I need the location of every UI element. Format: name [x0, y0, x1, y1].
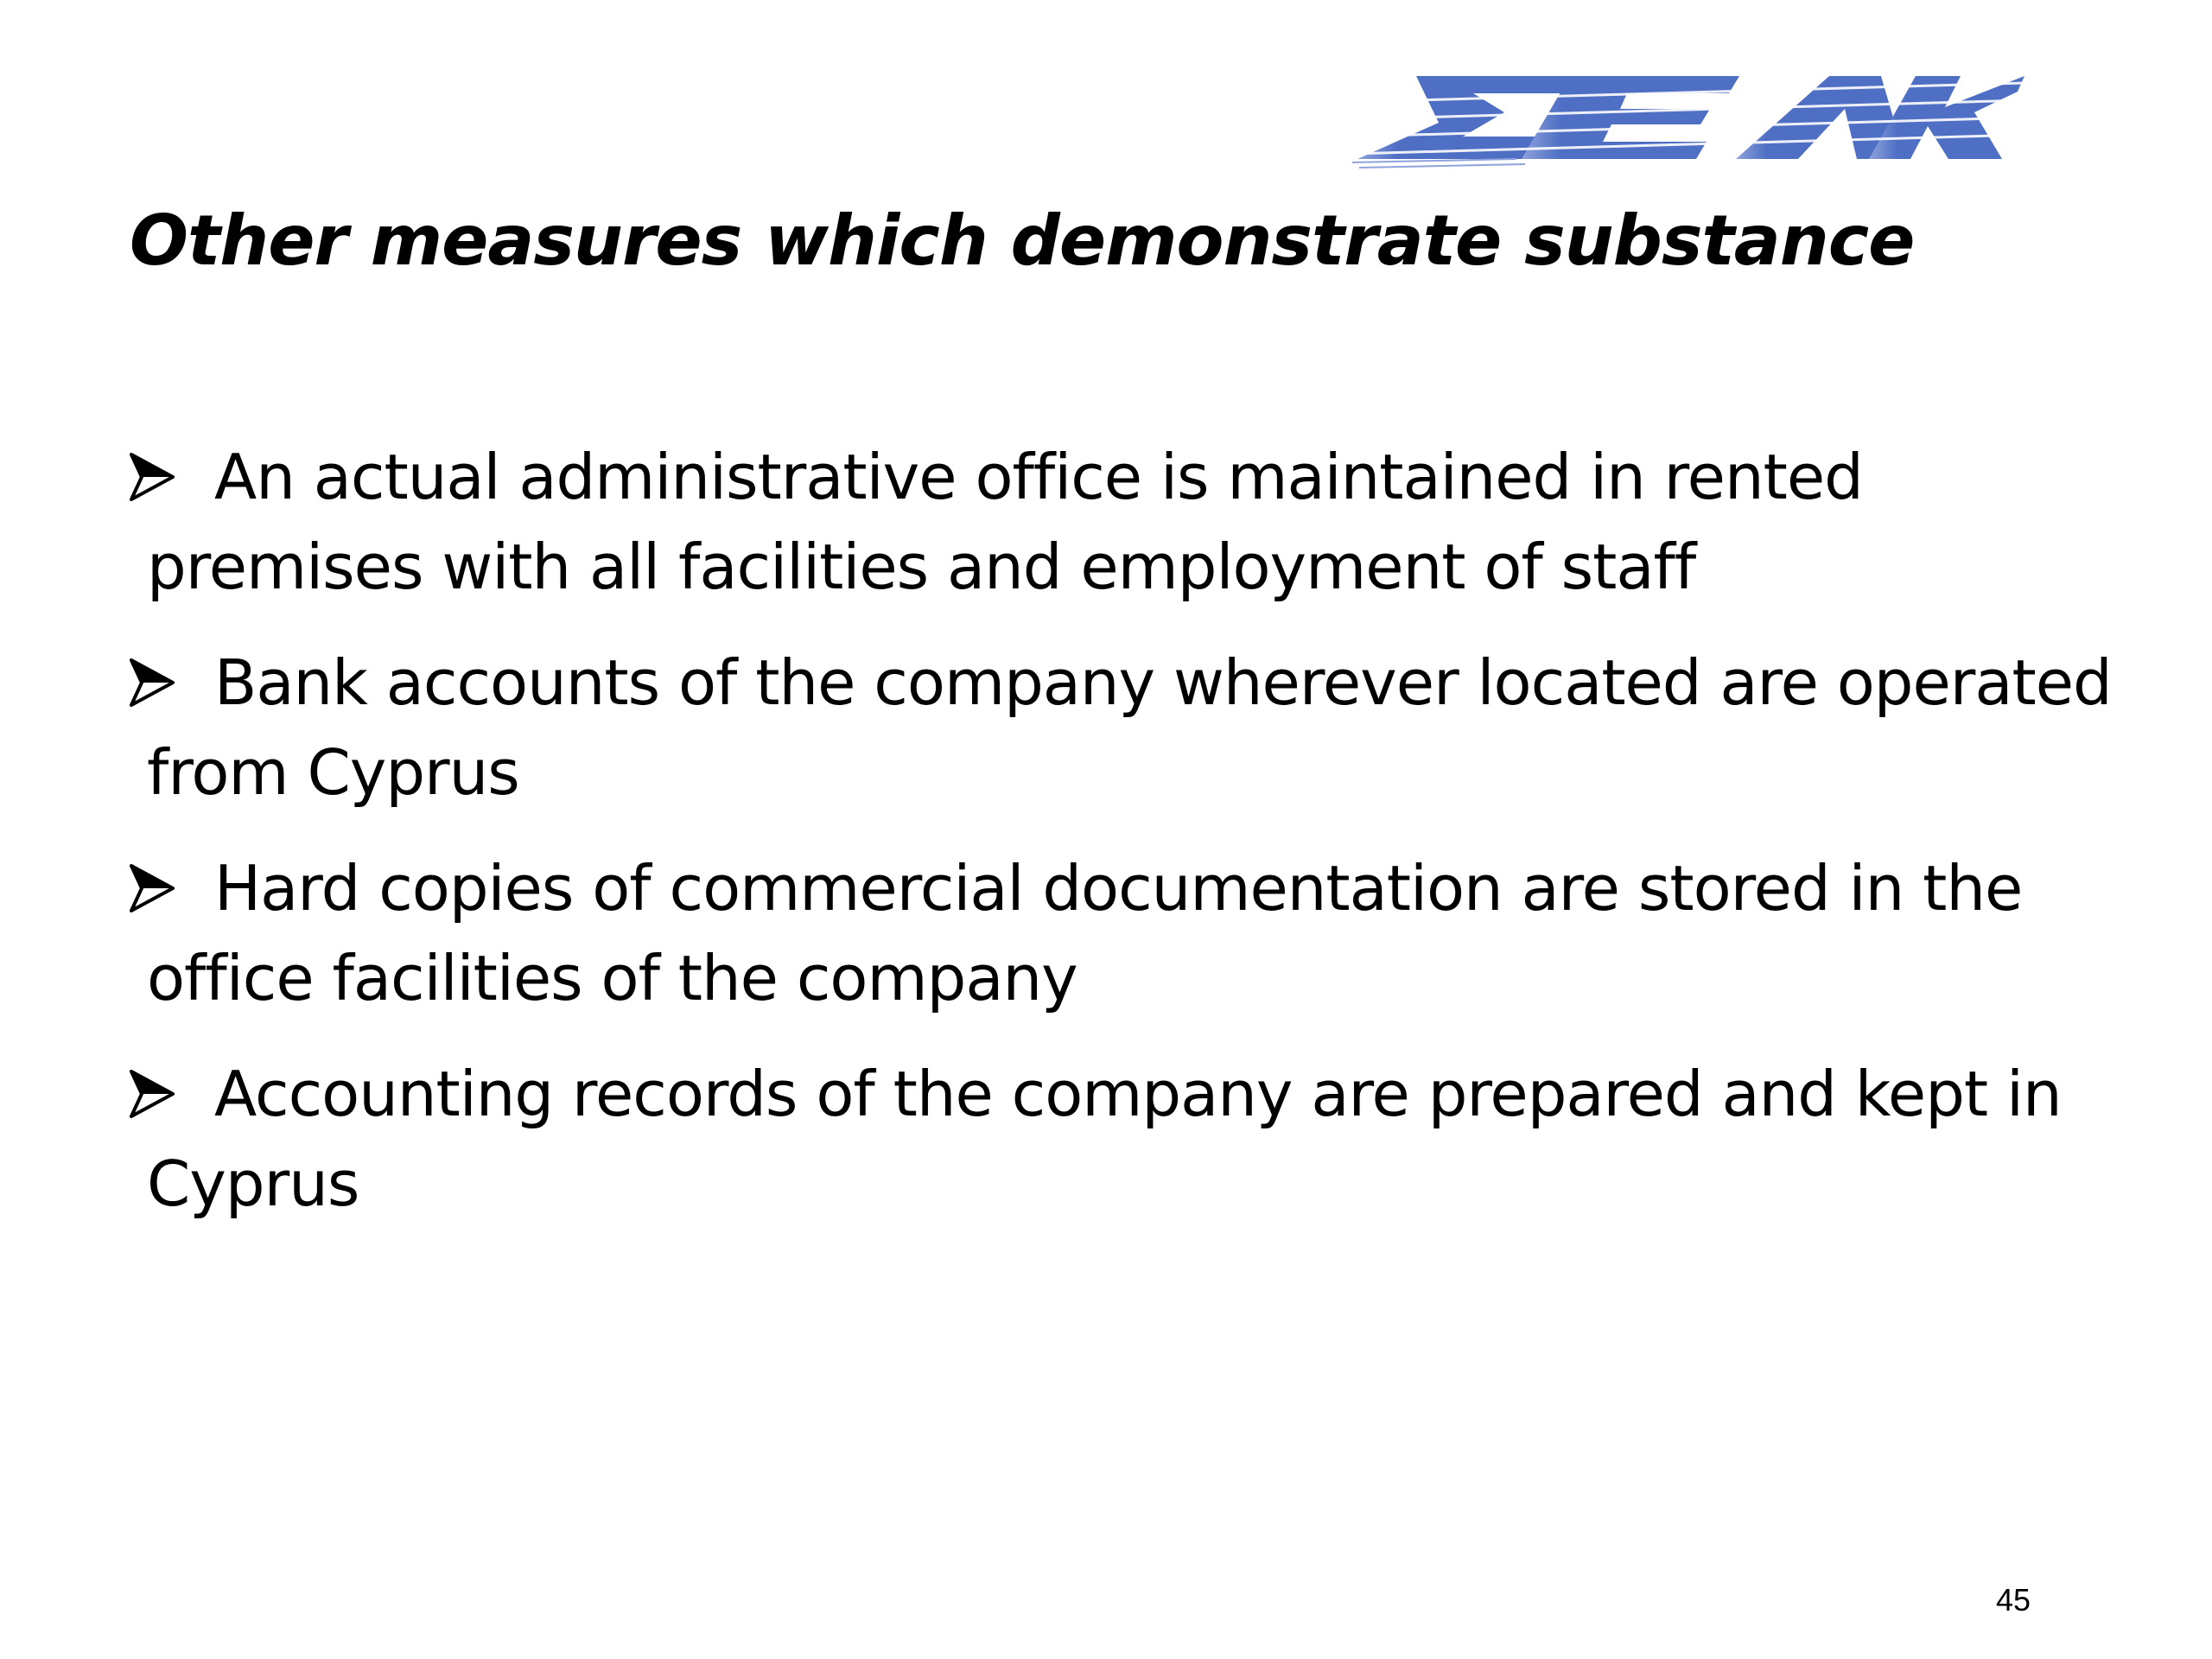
- page-number: 45: [1996, 1582, 2031, 1618]
- bullet-text: Hard copies of commercial documentation are stored in the office facilities of the company: [147, 852, 2023, 1014]
- arrow-bullet-icon: [130, 638, 181, 728]
- list-item: [130, 843, 2117, 1023]
- bullet-text: Bank accounts of the company wherever located are operated from Cyprus: [147, 646, 2112, 809]
- arrow-bullet-icon: [130, 843, 181, 933]
- list-item: [130, 638, 2117, 817]
- bullet-text: Accounting records of the company are prepared and kept in Cyprus: [147, 1058, 2062, 1220]
- arrow-bullet-icon: [130, 1049, 181, 1139]
- company-logo: [1352, 76, 2026, 173]
- arrow-bullet-icon: [130, 432, 181, 522]
- list-item: [130, 1049, 2117, 1229]
- bullet-text: An actual administrative office is maintained in rented premises with all facilities and employment of staff: [147, 441, 1863, 603]
- list-item: [130, 432, 2117, 612]
- slide-title: Other measures which demonstrate substance: [130, 200, 1915, 281]
- seak-logo-icon: [1352, 76, 2026, 173]
- bullet-list: [130, 432, 2117, 1255]
